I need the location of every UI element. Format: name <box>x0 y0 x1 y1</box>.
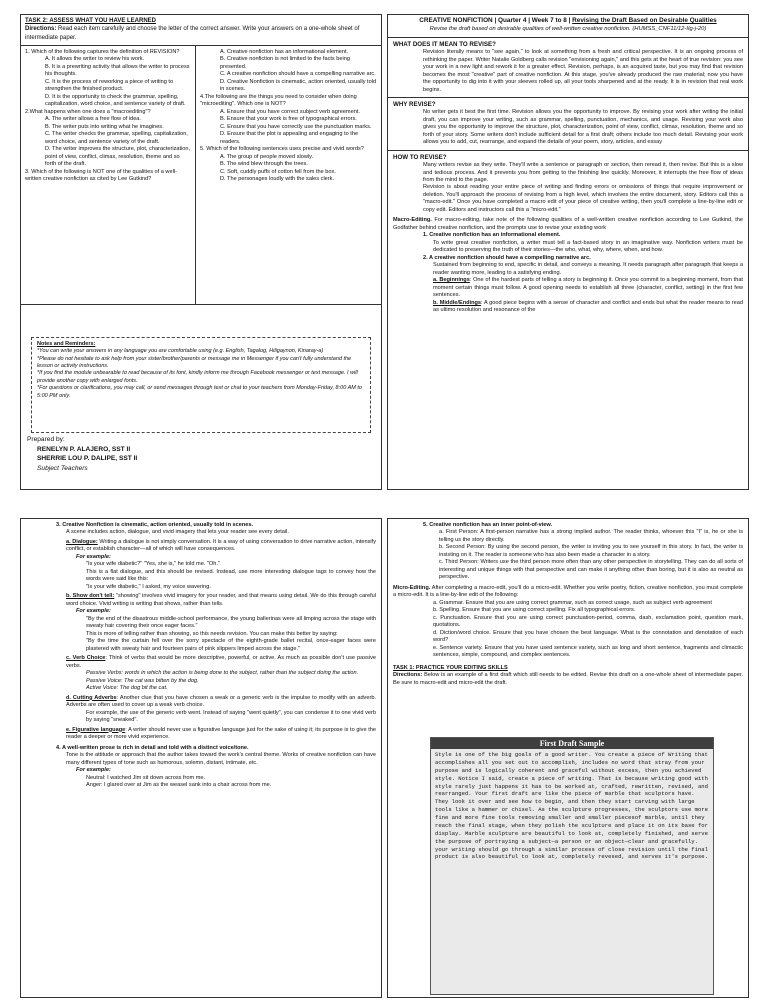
task2-title: TASK 2: ASSESS WHAT YOU HAVE LEARNED <box>25 18 157 24</box>
question-3: 3. Which of the following is NOT one of the qualities of a well-written creative nonfiction as cited by Lee Gutkind? <box>25 168 177 183</box>
paragraph: No writer gets it best the first time. Revision allows you the opportunity to improve. By revising your work after writing the initial draft, you can improve your writing, such as grammar, spelling, punctuation, mechanics, and usage. Revising your work also gives you the opportunity to improve the structure, plot, characterization, point of view, conflict, climax, resolution, theme and so forth of your story. Some writers don't include sufficient detail for a first draft; others include too much detail. Revising your work allows you to add, cut, rearrange, and expand the details of your poem, story, articles, and essay <box>423 109 743 146</box>
task2-panel <box>20 14 382 490</box>
sample-text: Style is one of the big goals of a good writer. You create a piece of Writing that accomplishes all you set out to accomplish, includes no word that stray from your purpose and is logically coherent and graceful without excess, then you achieved style. Notice I said, create a piece of writing. That is because writing good with style rarely just happens it has to be worked at, crafted, rewritten, revised, and rearranged. Your first draft are like the piece of marble that sculptors have. They look it over and see how to begin, and then they start carving with large tools like a hammer or chisel. As the sculpture progresses, the sculptors use more fine and more fine tools removing smaller and smaller piecesof marble, until they reach the final stage, when they polish the sculpture and place it on its base for display. Marble sculpture are beautiful to look at, completely finished, and serve the purpose of portraying a subject—a person or an object—clear and gracefully. your writing should go through a similar process of close revision until the final product is also beautiful to look at, completely revesed, and serves it's purpose. <box>435 751 708 861</box>
question-4: 4.The following are the things you need to consider when doing "microediting". Which one is NOT? <box>200 93 357 108</box>
example: Neutral: I watched Jim sit down across from me. <box>86 774 206 781</box>
example-label: For example: <box>76 553 111 560</box>
example: Passive Voice: The cat was bitten by the dog. <box>86 677 199 684</box>
questions-left-column <box>21 46 196 304</box>
choice: A. It allows the writer to review his work. <box>45 56 145 63</box>
task2-directions: Directions: Read each item carefully and choose the letter of the correct answer. Write your answers on a one-whole sheet of intermediate paper. <box>25 26 360 41</box>
choice: A. Creative nonfiction has an informational element. <box>220 48 349 55</box>
note: *If you find the module unbearable to read because of its font, kindly inform me through Facebook messenger or text message. I will provide another copy with enlarged fonts. <box>37 370 358 384</box>
paragraph: c. Verb Choice: Think of verbs that would be more descriptive, powerful, or active. As much as possible don't use passive verbs. <box>66 655 376 669</box>
heading-how-revise: HOW TO REVISE? <box>393 153 447 161</box>
choice: A. The writer allows a free flow of idea. <box>45 116 141 123</box>
example-label: For example: <box>76 767 111 774</box>
micro-item: b. Spelling. Ensure that you are using correct spelling. Fix all typographical errors. <box>433 607 636 614</box>
choice: A. Ensure that you have correct subject verb agreement. <box>220 108 360 115</box>
paragraph: A scene includes action, dialogue, and vivid imagery that lets your reader see every detail. <box>66 529 289 536</box>
paragraph: a. First Person: A first-person narrative has a strong implied author. The reader thinks, whoever this "I" is, he or she is telling us the story directly. <box>439 529 743 543</box>
prepared-by-label: Prepared by: <box>27 436 65 443</box>
note: *For questions or clarifications, you may call, or send messages through text or chat to your teachers from Monday-Friday, 8:00 AM to 5:00 PM only. <box>37 385 362 399</box>
paragraph: b. Show don't tell: "showing" involves vivid imagery for your reader, and that means using detail. We do this through careful word choice. Vivid writing is writing that shows, rather than tells. <box>66 593 377 607</box>
lesson-subheader: Revise the draft based on desirable qualities of well-written creative nonfiction. (HUMSS_CNF11/12-IIg-j-20) <box>429 25 707 32</box>
choice: C. Ensure that you have correctly use the punctuation marks. <box>220 123 372 130</box>
paragraph: c. Third Person: Writers use the third person more often than any other perspective in storytelling. They can do all sorts of interesting and unique things with that perspective and can make it anything other than boring, but it is also as neutral as perspective. <box>439 559 743 581</box>
question-1: 1. Which of the following captures the definition of REVISION? <box>25 48 180 55</box>
quality-title: 2. A creative nonfiction should have a compelling narrative arc. <box>423 254 591 261</box>
notes-title: Notes and Reminders: <box>37 341 96 347</box>
choice: D. The writer improves the structure, plot, characterization, point of view, conflict, climax, resolution, theme and so forth of the draft. <box>45 146 191 168</box>
example: "By the end of the disastrous middle-school performance, the young ballerinas were all limping across the stage with sweaty hair covering their once eager faces." <box>86 615 376 630</box>
paragraph: Tone is the attitude or approach that the author takes toward the work's central theme. Works of creative nonfiction can have many different types of tone such as humorous, solemn, distant, intimate, etc. <box>66 752 376 766</box>
notes-box <box>31 337 371 433</box>
paragraph: a. Beginnings: One of the hardest parts of telling a story is beginning it. Once you commit to a beginning moment, from that moment certain things must follow. A good opening needs to establish all three (character, conflict, setting) in the first few sentences. <box>433 277 743 299</box>
first-draft-sample <box>430 737 714 995</box>
divider <box>388 97 748 98</box>
paragraph: a. Dialogue: Writing a dialogue is not simply conversation. It is a way of using conversation to drive narrative action, intensify conflict, or establish character—all of which will have consequences. <box>66 538 377 553</box>
lesson-panel-3 <box>387 518 749 998</box>
heading-why-revise: WHY REVISE? <box>393 101 436 109</box>
example: Anger: I glared over at Jim as the weasel sank into a chair across from me. <box>86 781 272 788</box>
paragraph: Sustained from beginning to end, specific in detail, and conveys a meaning. It needs paragraph after paragraph that keeps a reader wanting more, leading to a satisfying ending. <box>433 262 743 276</box>
lesson-header: CREATIVE NONFICTION | Quarter 4 | Week 7 to 8 | Revising the Draft Based on Desirable Qualities <box>419 17 717 24</box>
question-5: 5. Which of the following sentences uses precise and vivid words? <box>200 146 364 153</box>
micro-item: c. Punctuation. Ensure that you are using correct punctuation-period, comma, dash, exclamation point, question mark, quotations. <box>433 614 743 629</box>
paragraph: b. Middle/Endings: A good piece begins with a sense of character and conflict and ends but what the reader means to read as ultimo resolution and resonance of the <box>433 299 743 314</box>
paragraph: Micro-Editing. After completing a macro-edit, you'll do a micro-edit. Whether you write poetry, fiction, creative nonfiction, you must complete a micro-edit. It is a line-by-line edit of the following: <box>393 584 743 599</box>
example: This is a flat dialogue, and this should be revised. Instead, use more interesting dialogue tags to convey how the words were said like this: <box>86 568 376 583</box>
paragraph: d. Cutting Adverbs: Another clue that you have chosen a weak or a generic verb is the impulse to modify with an adverb. Adverbs are often used to cover up a weak verb choice. <box>66 694 376 709</box>
paragraph: e. Figurative language: A writer should never use a figurative language just for the sake of using it; its purpose is to give the reader a deeper or more vivid experience. <box>66 726 376 741</box>
choice: B. It is a prewriting activity that allows the writer to process his thoughts. <box>45 63 190 78</box>
quality-title: 5. Creative nonfiction has an inner point-of-view. <box>423 522 553 528</box>
divider <box>388 150 748 151</box>
micro-item: d. Diction/word choice. Ensure that you have chosen the best language. What is the connotation and denotation of each word? <box>433 629 743 644</box>
paragraph: b. Second Person: By using the second person, the writer is inviting you to see yourself in this story. In fact, the writer is insisting on it. The reader is someone who has also been made a character in a story. <box>439 544 743 558</box>
task1-title: TASK 1: PRACTICE YOUR EDITING SKILLS <box>393 664 508 671</box>
task1-directions: Directions: Below is an example of a first draft which still needs to be edited. Revise this draft on a one-whole sheet of intermediate paper. Be sure to macro-edit and micro-edit the draft. <box>393 672 743 686</box>
note: *You can write your answers in any language you are comfortable using (e.g. English, Tagalog, Hiligaynon, Kinaray-a) <box>37 348 324 355</box>
choice: A. The group of people moved slowly. <box>220 153 314 160</box>
example: For example, the use of the generic verb went. Instead of saying "went quietly", you can condense it to one vivid verb by saying "sneaked". <box>86 709 376 724</box>
choice: C. It is the process of reworking a piece of writing to strengthen the finished product. <box>45 78 174 93</box>
teacher-name: SHERRIE LOU P. DALIPE, SST II <box>37 455 138 463</box>
choice: D. Creative Nonfiction is cinematic, action oriented, usually told in scenes. <box>220 78 377 93</box>
micro-item: e. Sentence variety. Ensure that you have used sentence variety, such as long and short sentence, fragments and climactic sentences, simple, compound, and complex sentences. <box>433 644 743 659</box>
paragraph: Macro-Editing. For macro-editing, take note of the following qualities of a well-written creative nonfiction according to Lee Gutkind, the Godfather behind creative nonfiction, and the prompts use to revise your existing work <box>393 217 743 231</box>
choice: C. The writer checks the grammar, spelling, capitalization, word choice, and sentence variety of the draft. <box>45 131 188 145</box>
heading-what-revise: WHAT DOES IT MEAN TO REVISE? <box>393 40 496 48</box>
teacher-name: RENELYN P. ALAJERO, SST II <box>37 445 131 453</box>
example: Active Voice: The dog bit the cat. <box>86 685 168 692</box>
paragraph: Revision literally means to "see again," to look at something from a fresh and critical perspective. It is an ongoing process of rethinking the paper. Writer Natalie Goldberg calls revision "envisioning again," and this gets at the heart of true revision: you see your work in a new light and rework it for a greater effect. Revision, perhaps, is an acquired taste, but you may find that revision becomes the most "creative" part of creative nonfiction. At this stage, you've already produced the raw material; now you have the opportunity to dig into it with your sleeves rolled up, all your tools sharpened and at the ready. It is in revision that real work begins. <box>423 49 743 93</box>
lesson-panel-2 <box>20 518 382 998</box>
choice: D. Ensure that the plot is appealing and engaging to the readers. <box>220 131 359 145</box>
divider <box>21 304 381 305</box>
teacher-role: Subject Teachers <box>37 464 88 472</box>
choice: B. Creative nonfiction is not limited to the facts being presented. <box>220 56 350 70</box>
micro-item: a. Grammar. Ensure that you are using correct grammar, such as correct usage, such as subject verb agreement <box>433 599 712 606</box>
sample-title: First Draft Sample <box>431 738 713 749</box>
quality-title: 3. Creative Nonfiction is cinematic, action oriented, usually told in scenes. <box>56 522 254 528</box>
divider <box>388 37 748 38</box>
choice: D. It is the opportunity to check the grammar, spelling, capitalization, word choice, and sentence variety of draft. <box>45 93 186 108</box>
paragraph: To write great creative nonfiction, a writer must tell a fact-based story in an imaginative way. Nonfiction writers must be dedicated to preserving the truth of their stories—the who, what, why, where, when, and how. <box>433 239 743 254</box>
example: "By the time the curtain fell over the sorry spectacle of the eighth-grade ballet recital, once-eager faces were plastered with sweaty hair and fourteen pairs of pink slippers limped across the stage." <box>86 638 376 652</box>
example: "Is your wife diabetic?" "Yes, she is," he told me. "Oh." <box>86 561 220 568</box>
example-label: For example: <box>76 608 111 615</box>
example: "Is your wife diabetic," I asked, my voice wavering. <box>86 583 211 590</box>
example: This is more of telling rather than showing, so this needs revision. You can make this better by saying: <box>86 630 338 637</box>
quality-title: 1. Creative nonfiction has an informational element. <box>423 232 561 239</box>
lesson-panel-1 <box>387 14 749 490</box>
questions-right-column <box>196 46 381 304</box>
note: *Please do not hesitate to ask help from your sister/brother/parents or message me in Messenger if you can't fully understand the lesson or activity instructions. <box>37 355 352 370</box>
choice: D. The personages loudly with the sales clerk. <box>220 176 335 183</box>
question-2: 2.What happens when one does a "macroediting"? <box>25 108 151 115</box>
choice: C. Soft, cuddly puffs of cotton fell from the box. <box>220 168 336 175</box>
choice: B. The writer puts into writing what he imagines. <box>45 123 164 130</box>
example: Passive Verbs: words in which the action is being done to the subject, rather than the subject doing the action. <box>86 670 359 677</box>
choice: C. A creative nonfiction should have a compelling narrative arc. <box>220 71 376 78</box>
paragraph: Revision is about reading your entire piece of writing and finding errors or omissions of things that require improvement or deletion. You'll approach the process of revising from a high level, which involves the entire document, story. Editors call this a "macro-edit." Once you have completed a macro edit of your piece of creative writing, then you'll complete a line-by-line edit or copy edit. Editors and instructors call this a "micro-edit." <box>423 184 743 213</box>
paragraph: Many writers revise as they write. They'll write a sentence or paragraph or section, then reread it, then revise. But this is a slow and tedious process. And it prevents you from getting to the finishing line quickly. Moreover, it interrupts the free flow of ideas from the mind to the page. <box>423 162 743 183</box>
quality-title: 4. A well-written prose is rich in detail and told with a distinct voice/tone. <box>56 744 249 751</box>
choice: B. Ensure that your work is free of typographical errors. <box>220 116 357 123</box>
choice: B. The wind blew through the trees. <box>220 161 308 168</box>
